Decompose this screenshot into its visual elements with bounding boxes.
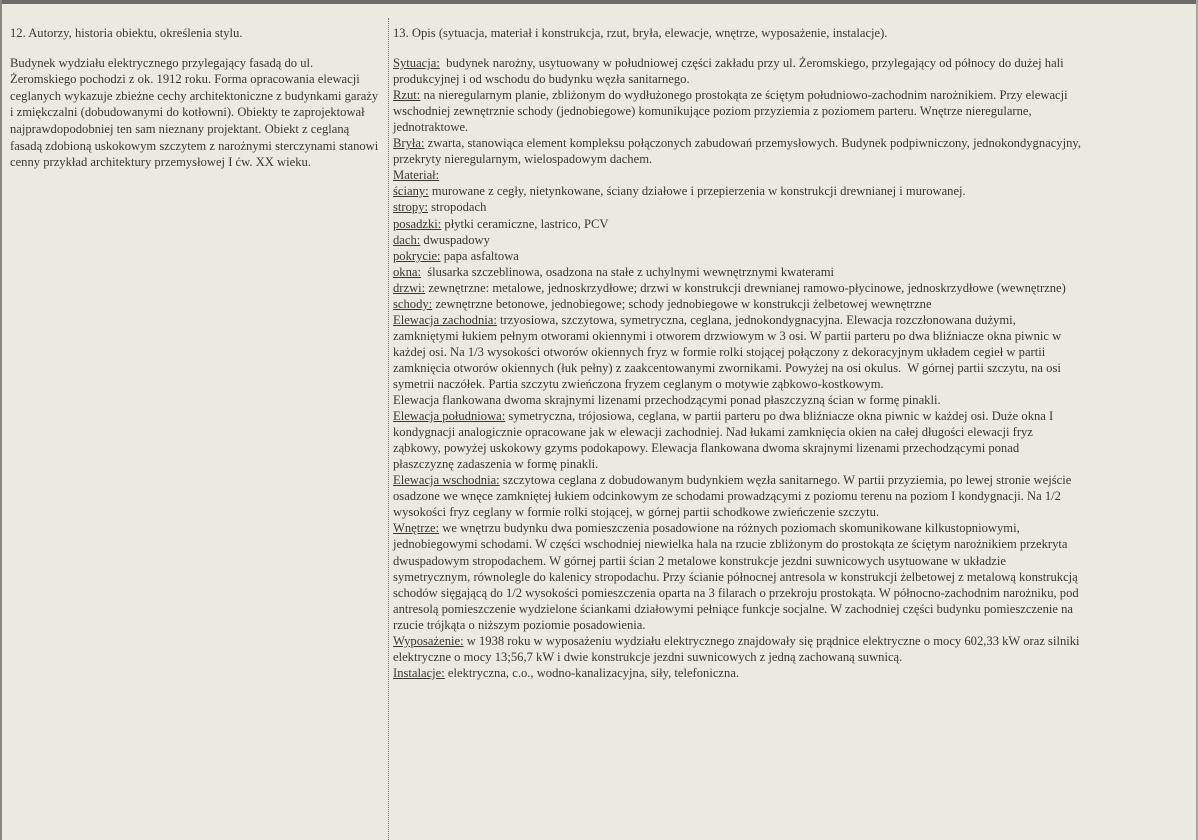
entry-label: okna: [393, 264, 421, 279]
entry-text: murowane z cegły, nietynkowane, ściany działowe i przepierzenia w konstrukcji drewnianej i murowanej. [428, 184, 966, 199]
description-entry [393, 216, 1083, 232]
entry-label: Rzut: [393, 88, 421, 103]
description-entry [393, 248, 1083, 264]
description-entry [393, 472, 1083, 520]
entry-label: stropy: [393, 200, 428, 215]
entry-text: trzyosiowa, szczytowa, symetryczna, ceglana, jednokondygnacyjna. Elewacja rozczłonowana dużymi, zamkniętymi łukiem pełnym otworami okiennymi i otworem drzwiowym w 3 osi. W partii parteru po dwa bliźniacze okna piwnic w każdej osi. Na 1/3 wysokości otworów okiennych fryz w formie rolki stojącej połączony z dekoracyjnym układem cegieł w partii zamknięcia otworów okiennych (łuk pełny) z zaakcentowanymi zwornikami. Powyżej na osi okulus. W górnej partii szczytu, na osi symetrii naczółek. Partia szczytu zwieńczona fryzem ceglanym o motywie ząbkowo-kostkowym. [393, 312, 1065, 391]
section-12-column [10, 25, 382, 171]
description-entry [393, 135, 1083, 167]
entry-text: w 1938 roku w wyposażeniu wydziału elektrycznego znajdowały się prądnice elektryczne o mocy 602,33 kW oraz silniki elektryczne o mocy 13;56,7 kW i dwie konstrukcje jezdni suwnicowych z jedną zachowaną suwnicą. [393, 633, 1083, 664]
section-13-body [393, 55, 1083, 681]
entry-label: Instalacje: [393, 665, 445, 680]
scan-left-edge [0, 0, 2, 840]
entry-text: zewnętrzne betonowe, jednobiegowe; schody jednobiegowe w konstrukcji żelbetowej wewnętrzne [432, 296, 932, 311]
entry-text: symetryczna, trójosiowa, ceglana, w partii parteru po dwa bliźniacze okna piwnic w każdej osi. Duże okna I kondygnacji analogicznie opracowane jak w elewacji zachodniej. Nad łukami zamknięcia okien na całej długości elewacji fryz ząbkowy, powyżej uskokowy gzyms podokapowy. Elewacja flankowana dwoma skrajnymi lizenami przechodzącymi ponad płaszczyznę zadaszenia w formę pinakli. [393, 409, 1057, 472]
entry-label: Wyposażenie: [393, 633, 464, 648]
column-divider [388, 18, 389, 840]
entry-text: stropodach [427, 200, 487, 215]
entry-label: ściany: [393, 184, 429, 199]
description-entry [393, 280, 1083, 296]
entry-text: papa asfaltowa [440, 248, 519, 263]
entry-text: zewnętrzne: metalowe, jednoskrzydłowe; drzwi w konstrukcji drewnianej ramowo-płycinowe, jednoskrzydłowe (wewnętrzne) [425, 280, 1066, 295]
section-12-heading: 12. Autorzy, historia obiektu, określenia stylu. [10, 26, 243, 40]
entry-text: na nieregularnym planie, zbliżonym do wydłużonego prostokąta ze ściętym południowo-zachodnim narożnikiem. Przy elewacji wschodniej zewnętrznie schody (jednobiegowe) komunikujące poziom przyziemia z poziomem parteru. Wnętrze nieregularne, jednotraktowe. [393, 88, 1071, 135]
entry-label: pokrycie: [393, 248, 441, 263]
entry-label: Elewacja południowa: [393, 409, 506, 424]
section-13-heading: 13. Opis (sytuacja, materiał i konstrukcja, rzut, bryła, elewacje, wnętrze, wyposażenie, instalacje). [393, 26, 888, 40]
description-entry [393, 665, 1083, 681]
description-entry [393, 167, 1083, 183]
description-entry [393, 232, 1083, 248]
description-entry [393, 199, 1083, 215]
entry-text: dwuspadowy [420, 232, 490, 247]
entry-label: posadzki: [393, 216, 442, 231]
entry-label: Sytuacja: [393, 56, 440, 71]
entry-label: Wnętrze: [393, 521, 440, 536]
scan-top-edge [0, 0, 1198, 4]
description-entry [393, 408, 1083, 472]
entry-text: budynek narożny, usytuowany w południowej części zakładu przy ul. Żeromskiego, przylegający od północy do dużej hali produkcyjnej i od wschodu do budynku węzła sanitarnego. [393, 56, 1067, 87]
entry-text: szczytowa ceglana z dobudowanym budynkiem węzła sanitarnego. W partii przyziemia, po lewej stronie wejście osadzone we wnęce zamkniętej łukiem odcinkowym ze schodami prowadzącymi z poziomu terenu na poziom I kondygnacji. Na 1/2 wysokości fryz ceglany w formie rolki stojącej, w górnej partii schodkowe zwieńczenie szczytu. [393, 473, 1075, 520]
description-entry [393, 87, 1083, 135]
entry-text: zwarta, stanowiąca element kompleksu połączonych zabudowań przemysłowych. Budynek podpiwniczony, jednokondygnacyjny, przekryty nieregularnym, wielospadowym dachem. [393, 136, 1085, 167]
entry-label: schody: [393, 296, 433, 311]
entry-label: dach: [393, 232, 421, 247]
entry-label: Elewacja wschodnia: [393, 473, 500, 488]
description-entry [393, 183, 1083, 199]
entry-label: Materiał: [393, 168, 440, 183]
section-13-column [393, 25, 1083, 681]
entry-text: ślusarka szczeblinowa, osadzona na stałe z uchylnymi wewnętrznymi kwaterami [420, 264, 834, 279]
section-12-body: Budynek wydziału elektrycznego przylegający fasadą do ul. Żeromskiego pochodzi z ok. 1912 roku. Forma opracowania elewacji ceglanych wykazuje zbieżne cechy architektoniczne z budynkami garaży i zmiękczalni (dobudowanymi do kotłowni). Obiekty te zaprojektował najprawdopodobniej ten sam nieznany projektant. Obiekt z ceglaną fasadą zdobioną uskokowym szczytem z narożnymi sterczynami stanowi cenny przykład architektury przemysłowej I ćw. XX wieku. [10, 55, 379, 170]
description-entry [393, 392, 1083, 408]
entry-text: elektryczna, c.o., wodno-kanalizacyjna, siły, telefoniczna. [444, 665, 740, 680]
description-entry [393, 264, 1083, 280]
description-entry [393, 296, 1083, 312]
entry-label: drzwi: [393, 280, 426, 295]
entry-label: Bryła: [393, 136, 425, 151]
description-entry [393, 312, 1083, 392]
description-entry [393, 520, 1083, 632]
description-entry [393, 55, 1083, 87]
entry-text: płytki ceramiczne, lastrico, PCV [441, 216, 609, 231]
entry-text: Elewacja flankowana dwoma skrajnymi lizenami przechodzącymi ponad płaszczyzną ścian w formę pinakli. [393, 393, 941, 408]
entry-text: we wnętrzu budynku dwa pomieszczenia posadowione na różnych poziomach skomunikowane kilkustopniowymi, jednobiegowymi schodami. W części wschodniej niewielka hala na rzucie zbliżonym do prostokąta ze ściętym narożnikiem przekryta dwuspadowym stropodachem. W górnej partii ścian 2 metalowe konstrukcje jezdni suwnicowych usytuowane w układzie symetrycznym, równolegle do kalenicy stropodachu. Przy ścianie północnej antresola w konstrukcji żelbetowej z metalową konstrukcją schodów sięgającą do 1/2 wysokości pomieszczenia oparta na 3 filarach o przekroju prostokąta. W północno-zachodnim narożniku, pod antresolą pomieszczenie wydzielone ściankami działowymi pełniące funkcje socjalne. W zachodniej części budynku pomieszczenie na rzucie trójkąta o niższym poziomie posadowienia. [393, 521, 1082, 632]
description-entry [393, 633, 1083, 665]
entry-label: Elewacja zachodnia: [393, 312, 497, 327]
